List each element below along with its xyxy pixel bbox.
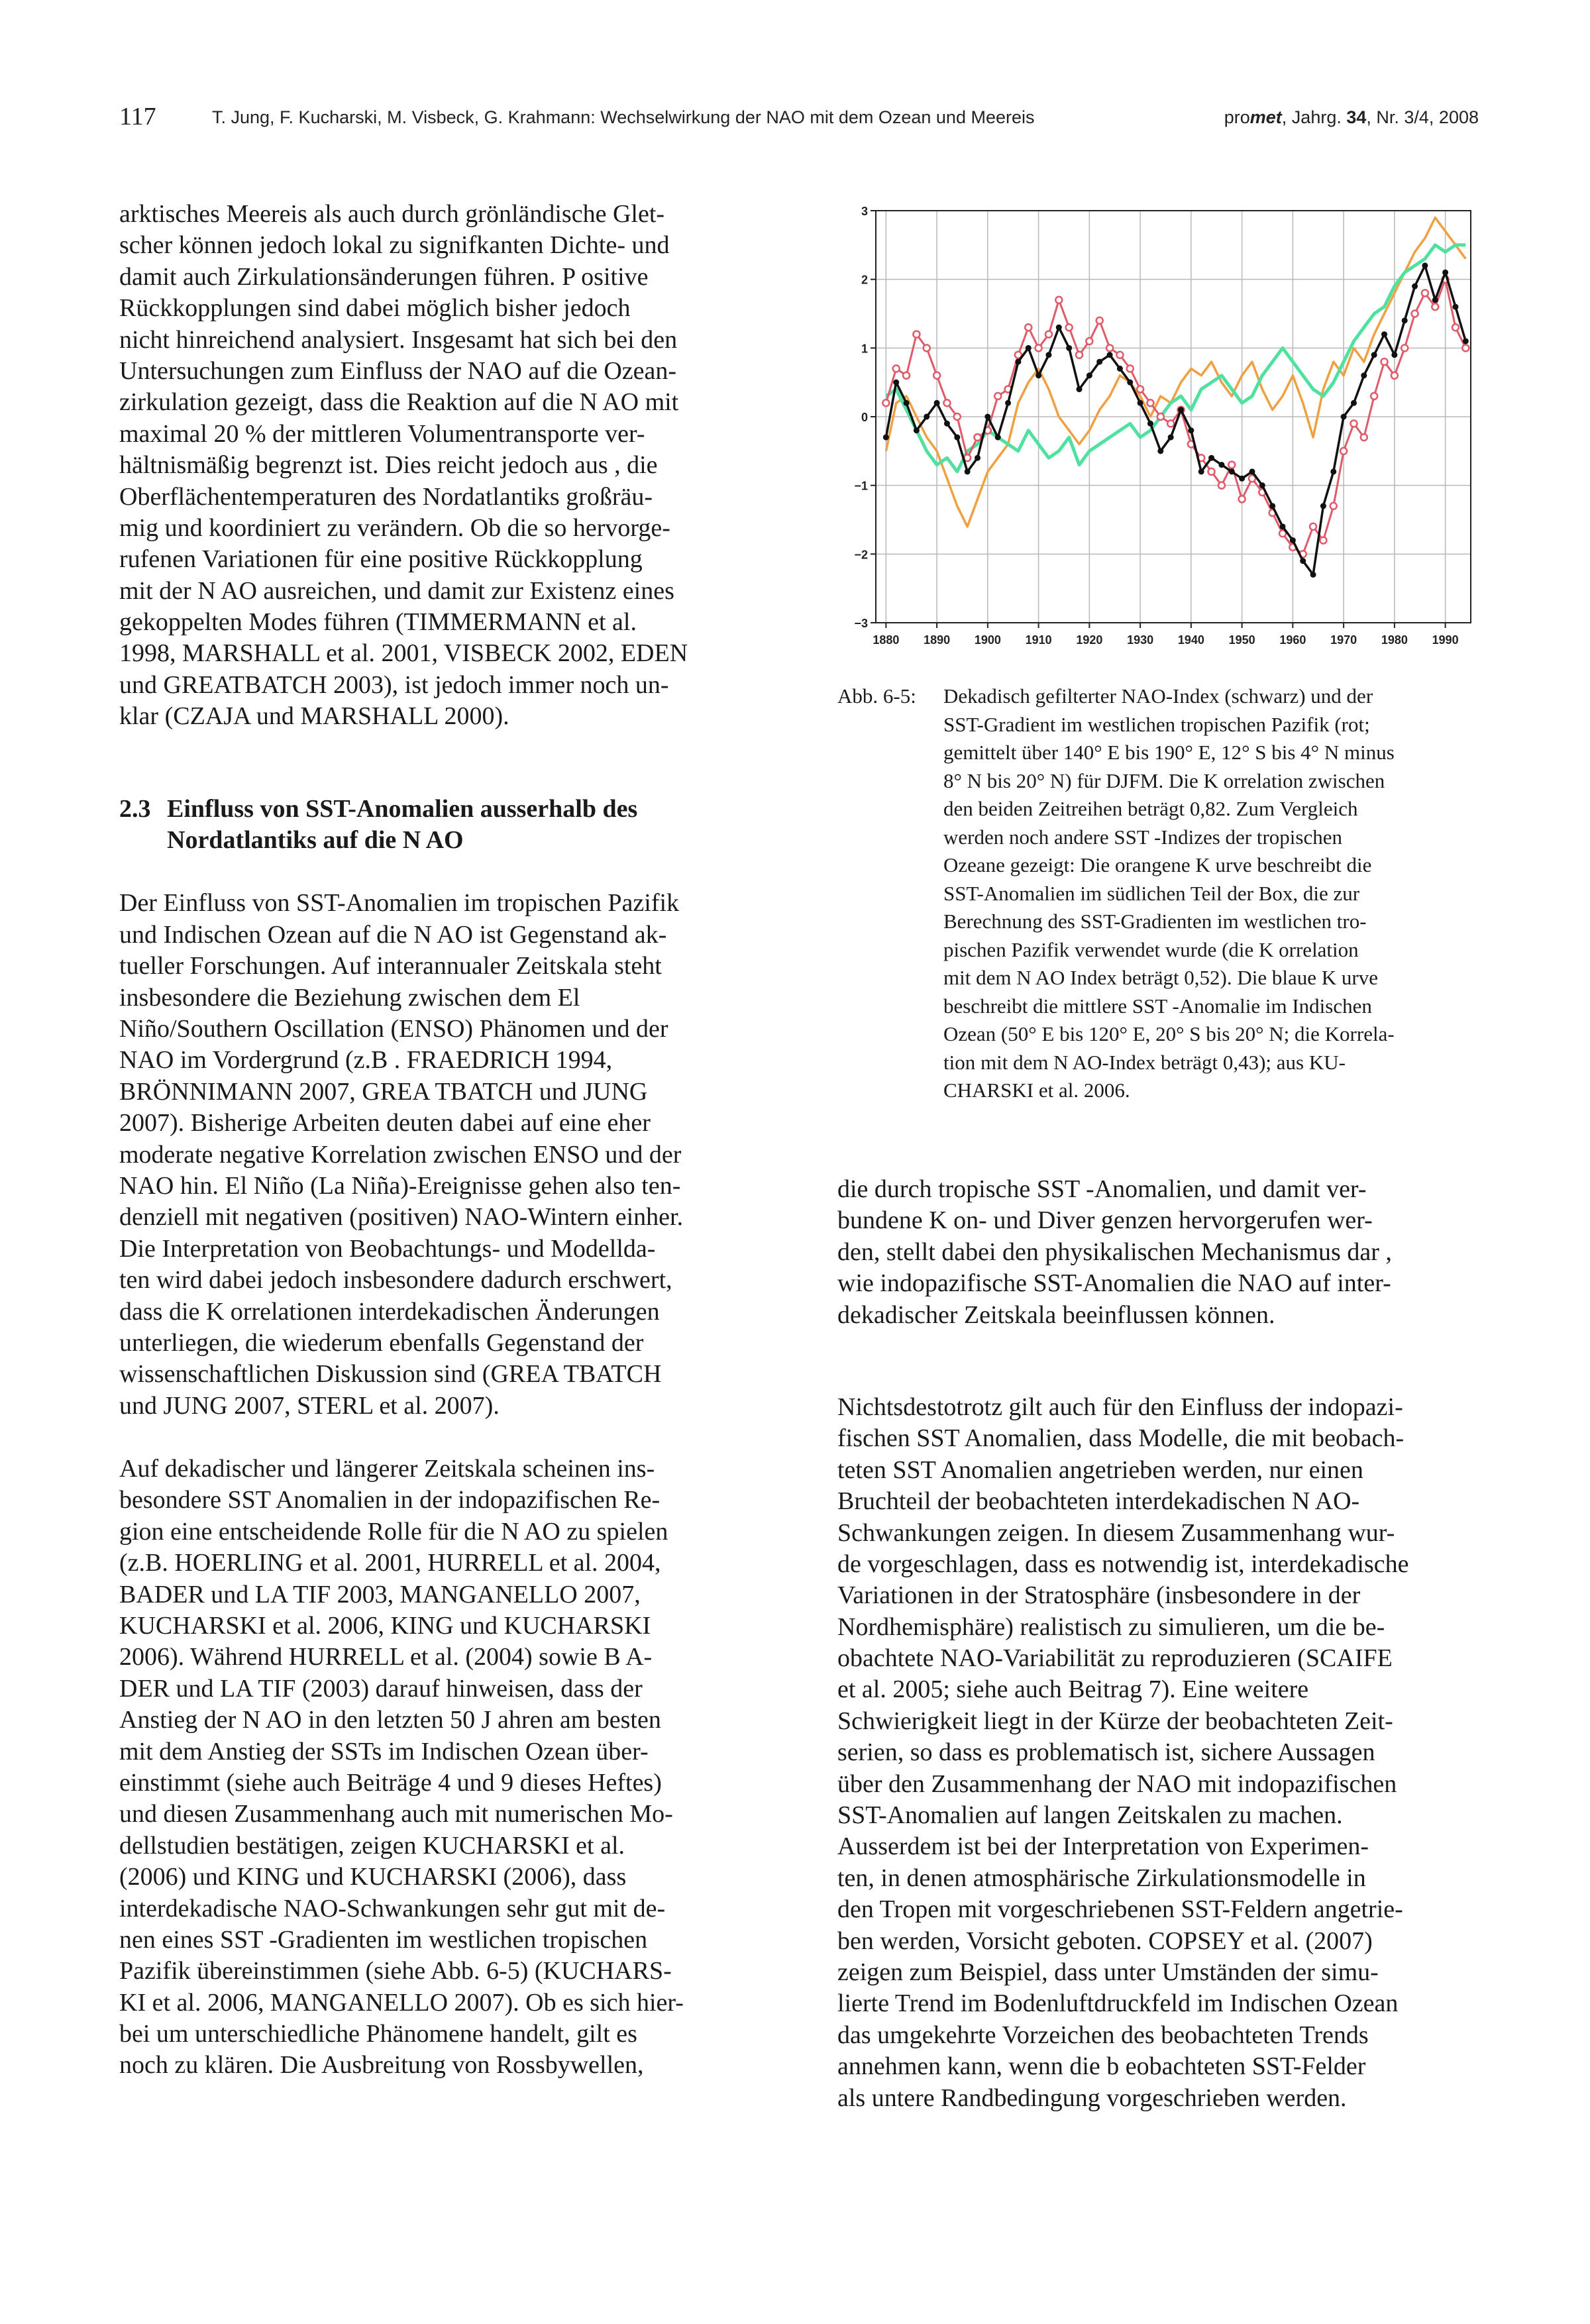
data-point-nao <box>1086 372 1092 378</box>
data-point-sst_gradient <box>1066 324 1073 331</box>
data-point-nao <box>1218 462 1224 468</box>
data-point-nao <box>1269 503 1275 509</box>
data-point-sst_gradient <box>1218 482 1225 489</box>
line-chart <box>841 199 1477 662</box>
data-point-nao <box>1138 400 1143 406</box>
text-line: Nordhemisphäre) realistisch zu simulieren, um die be- <box>837 1612 1385 1641</box>
right-column <box>837 1174 1479 2114</box>
data-point-nao <box>1056 325 1062 331</box>
text-line: und diesen Zusammenhang auch mit numerischen Mo- <box>119 1800 673 1828</box>
data-point-sst_gradient <box>1137 386 1143 393</box>
data-point-sst_gradient <box>1361 434 1367 441</box>
text-line: moderate negative Korrelation zwischen ENSO und der <box>119 1140 682 1169</box>
data-point-nao <box>1361 372 1367 378</box>
data-point-nao <box>995 435 1001 441</box>
text-line: besondere SST Anomalien in der indopazifischen Re- <box>119 1486 661 1514</box>
data-point-nao <box>883 435 889 441</box>
text-line: zeigen zum Beispiel, dass unter Umständen der simu- <box>837 1958 1379 1986</box>
data-point-sst_gradient <box>1320 537 1326 544</box>
data-point-nao <box>984 414 990 420</box>
data-point-nao <box>1381 331 1387 337</box>
text-line: zirkulation gezeigt, dass die Reaktion auf die N AO mit <box>119 388 679 417</box>
x-tick-label: 1900 <box>974 633 1001 647</box>
data-point-nao <box>1026 345 1032 351</box>
data-point-nao <box>1239 476 1245 482</box>
y-tick-label: −1 <box>854 479 868 493</box>
data-point-nao <box>1096 359 1102 365</box>
text-line: beschreibt die mittlere SST -Anomalie im Indischen <box>943 994 1372 1018</box>
text-line: unterliegen, die wiederum ebenfalls Gegenstand der <box>119 1328 644 1357</box>
y-tick-label: 0 <box>861 411 868 424</box>
data-point-nao <box>1452 304 1458 310</box>
text-line: de vorgeschlagen, dass es notwendig ist, interdekadische <box>837 1550 1409 1578</box>
text-line: CHARSKI et al. 2006. <box>943 1079 1130 1102</box>
data-point-nao <box>1463 338 1469 344</box>
data-point-sst_gradient <box>1025 324 1032 331</box>
data-point-nao <box>1208 455 1214 461</box>
text-line: 2006). Während HURRELL et al. (2004) sowie B A- <box>119 1643 653 1671</box>
data-point-nao <box>1168 435 1174 441</box>
page-header <box>119 99 1479 139</box>
y-tick-label: 3 <box>861 205 868 218</box>
journal-mid: , Jahrg. <box>1281 107 1347 127</box>
data-point-sst_gradient <box>1391 372 1398 379</box>
text-line: KUCHARSKI et al. 2006, KING und KUCHARSKI <box>119 1612 651 1640</box>
data-point-nao <box>1035 372 1041 378</box>
x-tick-label: 1920 <box>1076 633 1103 647</box>
text-line: Pazifik übereinstimmen (siehe Abb. 6-5) (KUCHARS- <box>119 1957 672 1985</box>
data-point-nao <box>954 435 960 441</box>
text-line: annehmen kann, wenn die b eobachteten SST-Felder <box>837 2052 1366 2081</box>
text-line: Dekadisch gefilterter NAO-Index (schwarz) und der <box>943 684 1373 708</box>
data-point-sst_gradient <box>1310 523 1316 530</box>
data-point-sst_gradient <box>1106 344 1113 351</box>
text-line: den Tropen mit vorgeschriebenen SST-Feldern angetrie- <box>837 1895 1403 1924</box>
y-tick-label: −2 <box>854 548 868 562</box>
text-line: und GREATBATCH 2003), ist jedoch immer noch un- <box>119 670 669 699</box>
data-point-sst_gradient <box>1462 344 1469 351</box>
x-tick-label: 1940 <box>1177 633 1204 647</box>
text-line: und Indischen Ozean auf die N AO ist Gegenstand ak- <box>119 920 667 949</box>
y-tick-label: 2 <box>861 273 868 287</box>
spacer <box>119 733 768 794</box>
text-line: Ozeane gezeigt: Die orangene K urve beschreibt die <box>943 853 1372 876</box>
data-point-nao <box>1127 380 1133 386</box>
text-line: Untersuchungen zum Einfluss der NAO auf die Ozean- <box>119 356 677 385</box>
figure-6-5-chart <box>841 199 1477 662</box>
data-point-nao <box>1402 317 1408 323</box>
data-point-sst_gradient <box>1371 393 1377 399</box>
journal-reference <box>1224 107 1479 128</box>
text-line: Ozean (50° E bis 120° E, 20° S bis 20° N; die Korrela- <box>943 1022 1395 1045</box>
data-point-sst_gradient <box>1239 496 1246 502</box>
text-line: nicht hinreichend analysiert. Insgesamt hat sich bei den <box>119 325 678 354</box>
data-point-sst_gradient <box>1076 352 1083 358</box>
x-tick-label: 1980 <box>1381 633 1408 647</box>
text-line: pischen Pazifik verwendet wurde (die K orrelation <box>943 937 1359 961</box>
text-line: klar (CZAJA und MARSHALL 2000). <box>119 702 509 731</box>
data-point-sst_gradient <box>893 365 900 372</box>
text-line: denziell mit negativen (positiven) NAO-Wintern einher. <box>119 1203 684 1232</box>
data-point-nao <box>944 421 950 427</box>
data-point-sst_gradient <box>1401 344 1408 351</box>
text-line: DER und LA TIF (2003) darauf hinweisen, dass der <box>119 1674 643 1703</box>
data-point-nao <box>1442 270 1448 276</box>
text-line: 1998, MARSHALL et al. 2001, VISBECK 2002, EDEN <box>119 639 688 668</box>
text-line: obachtete NAO-Variabilität zu reproduzieren (SCAIFE <box>837 1644 1393 1673</box>
text-line: gion eine entscheidende Rolle für die N AO zu spielen <box>119 1517 668 1546</box>
paragraph-right-1 <box>837 1174 1479 1331</box>
text-line: Auf dekadischer und längerer Zeitskala scheinen ins- <box>119 1455 655 1483</box>
text-line: dellstudien bestätigen, zeigen KUCHARSKI et al. <box>119 1831 625 1860</box>
spacer <box>119 1422 768 1453</box>
text-line: Anstieg der N AO in den letzten 50 J ahren am besten <box>119 1706 661 1734</box>
paragraph-left-3 <box>119 1453 768 2082</box>
text-line: scher können jedoch lokal zu signifkanten Dichte- und <box>119 231 670 260</box>
data-point-sst_gradient <box>1340 448 1347 454</box>
text-line: interdekadische NAO-Schwankungen sehr gut mit de- <box>119 1894 666 1923</box>
text-line: wissenschaftlichen Diskussion sind (GREA TBATCH <box>119 1360 662 1389</box>
data-point-sst_gradient <box>1432 303 1438 310</box>
data-point-nao <box>1188 427 1194 433</box>
data-point-sst_gradient <box>1381 358 1388 365</box>
text-line: tion mit dem N AO-Index beträgt 0,43); aus KU- <box>943 1050 1346 1074</box>
text-line: 8° N bis 20° N) für DJFM. Die K orrelation zwischen <box>943 768 1385 792</box>
text-line: dass die K orrelationen interdekadischen Änderungen <box>119 1297 660 1326</box>
data-point-sst_gradient <box>1086 338 1092 344</box>
text-line: Schwankungen zeigen. In diesem Zusammenhang wur- <box>837 1518 1395 1547</box>
text-line: werden noch andere SST -Indizes der tropischen <box>943 825 1343 849</box>
text-line: nen eines SST -Gradienten im westlichen tropischen <box>119 1925 648 1954</box>
text-line: damit auch Zirkulationsänderungen führen. P ositive <box>119 262 649 291</box>
text-line: tueller Forschungen. Auf interannualer Zeitskala steht <box>119 952 662 980</box>
data-point-nao <box>1045 352 1051 358</box>
data-point-nao <box>1259 482 1265 488</box>
data-point-sst_gradient <box>924 344 930 351</box>
x-tick-label: 1880 <box>873 633 900 647</box>
text-line: et al. 2005; siehe auch Beitrag 7). Eine weitere <box>837 1675 1309 1704</box>
data-point-nao <box>1178 407 1184 413</box>
text-line: Variationen in der Stratosphäre (insbesondere in der <box>837 1581 1361 1610</box>
y-tick-label: −3 <box>854 617 868 630</box>
data-point-sst_gradient <box>1045 331 1052 338</box>
data-point-sst_gradient <box>1167 420 1174 427</box>
running-title: T. Jung, F. Kucharski, M. Visbeck, G. Krahmann: Wechselwirkung der NAO mit dem Ozean und Meereis <box>212 107 1035 127</box>
text-line: NAO hin. El Niño (La Niña)-Ereignisse gehen also ten- <box>119 1171 681 1200</box>
text-line: wie indopazifische SST-Anomalien die NAO auf inter- <box>837 1269 1391 1298</box>
data-point-sst_gradient <box>1208 468 1215 475</box>
text-line: arktisches Meereis als auch durch grönländische Glet- <box>119 200 665 228</box>
text-line: Der Einfluss von SST-Anomalien im tropischen Pazifik <box>119 889 680 918</box>
data-point-nao <box>1066 345 1072 351</box>
text-line: über den Zusammenhang der NAO mit indopazifischen <box>837 1769 1397 1798</box>
data-point-sst_gradient <box>1096 317 1103 324</box>
data-point-nao <box>1005 400 1011 406</box>
data-point-sst_gradient <box>994 393 1001 399</box>
text-line: den, stellt dabei den physikalischen Mechanismus dar , <box>837 1238 1392 1266</box>
data-point-nao <box>1432 297 1438 303</box>
data-point-sst_gradient <box>1147 399 1153 406</box>
text-line: ten, in denen atmosphärische Zirkulationsmodelle in <box>837 1864 1366 1892</box>
paragraph-left-1 <box>119 199 768 733</box>
data-point-sst_gradient <box>1116 352 1123 358</box>
text-line: mig und koordiniert zu verändern. Ob die so hervorge- <box>119 513 670 542</box>
text-line: insbesondere die Beziehung zwischen dem El <box>119 983 580 1012</box>
data-point-sst_gradient <box>1035 344 1042 351</box>
caption-label: Abb. 6-5: <box>837 684 916 708</box>
data-point-nao <box>1391 352 1397 358</box>
text-line: als untere Randbedingung vorgeschrieben werden. <box>837 2084 1347 2112</box>
data-point-nao <box>1341 414 1347 420</box>
data-point-nao <box>1198 468 1204 474</box>
data-point-nao <box>975 455 980 461</box>
text-line: ten wird dabei jedoch insbesondere dadurch erschwert, <box>119 1266 672 1294</box>
x-tick-label: 1960 <box>1279 633 1306 647</box>
text-line: fischen SST Anomalien, dass Modelle, die mit beobach- <box>837 1424 1404 1453</box>
text-line: gekoppelten Modes führen (TIMMERMANN et al. <box>119 608 637 637</box>
page-number: 117 <box>119 103 156 131</box>
text-line: Niño/Southern Oscillation (ENSO) Phänomen und der <box>119 1014 668 1043</box>
y-tick-label: 1 <box>861 342 868 356</box>
text-line: mit dem Anstieg der SSTs im Indischen Ozean über- <box>119 1737 649 1766</box>
text-line: NAO im Vordergrund (z.B . FRAEDRICH 1994, <box>119 1046 613 1075</box>
data-point-nao <box>1107 352 1113 358</box>
data-point-nao <box>1229 468 1235 474</box>
figure-caption <box>837 682 1479 1105</box>
data-point-nao <box>1412 284 1418 290</box>
data-point-nao <box>934 400 940 406</box>
text-line: SST-Gradient im westlichen tropischen Pazifik (rot; <box>943 712 1370 736</box>
data-point-nao <box>1157 448 1163 454</box>
data-point-nao <box>1117 366 1123 372</box>
data-point-nao <box>914 427 920 433</box>
text-line: Rückkopplungen sind dabei möglich bisher jedoch <box>119 294 631 323</box>
data-point-nao <box>1077 386 1083 392</box>
data-point-nao <box>1351 400 1357 406</box>
journal-rest: , Nr. 3/4, 2008 <box>1366 107 1479 127</box>
data-point-nao <box>965 468 971 474</box>
text-line: SST-Anomalien im südlichen Teil der Box, die zur <box>943 881 1360 905</box>
data-point-sst_gradient <box>1412 311 1418 317</box>
text-line: einstimmt (siehe auch Beiträge 4 und 9 dieses Heftes) <box>119 1768 662 1797</box>
text-line: und JUNG 2007, STERL et al. 2007). <box>119 1391 500 1420</box>
text-line: rufenen Variationen für eine positive Rückkopplung <box>119 545 643 574</box>
text-line: maximal 20 % der mittleren Volumentransporte ver- <box>119 419 645 448</box>
text-line: Oberflächentemperaturen des Nordatlantiks großräu- <box>119 482 653 511</box>
text-line: SST-Anomalien auf langen Zeitskalen zu machen. <box>837 1801 1343 1830</box>
text-line: KI et al. 2006, MANGANELLO 2007). Ob es sich hier- <box>119 1988 684 2017</box>
section-title-line2: Nordatlantiks auf die N AO <box>167 826 464 855</box>
data-point-sst_gradient <box>882 399 889 406</box>
text-line: mit der N AO ausreichen, und damit zur Existenz eines <box>119 576 674 605</box>
data-point-sst_gradient <box>975 434 981 441</box>
data-point-sst_gradient <box>954 413 961 420</box>
text-line: 2007). Bisherige Arbeiten deuten dabei auf eine eher <box>119 1109 651 1137</box>
data-point-nao <box>893 380 899 386</box>
data-point-nao <box>1320 503 1326 509</box>
data-point-sst_gradient <box>933 372 940 379</box>
x-tick-label: 1990 <box>1432 633 1459 647</box>
data-point-sst_gradient <box>1350 420 1357 427</box>
section-heading <box>119 794 768 857</box>
data-point-sst_gradient <box>1422 290 1428 296</box>
section-title-line1: Einfluss von SST-Anomalien ausserhalb des <box>167 794 638 823</box>
paragraph-left-2 <box>119 888 768 1422</box>
text-line: Die Interpretation von Beobachtungs- und Modellda- <box>119 1234 656 1263</box>
text-line: bei um unterschiedliche Phänomene handelt, gilt es <box>119 2020 637 2048</box>
data-point-nao <box>1280 523 1286 529</box>
text-line: BRÖNNIMANN 2007, GREA TBATCH und JUNG <box>119 1077 648 1106</box>
data-point-nao <box>1330 468 1336 474</box>
text-line: bundene K on- und Diver genzen hervorgerufen wer- <box>837 1206 1373 1235</box>
data-point-nao <box>1249 468 1255 474</box>
journal-name-met: met <box>1249 107 1282 127</box>
section-number: 2.3 <box>119 794 151 823</box>
data-point-nao <box>1422 262 1428 268</box>
text-line: Ausserdem ist bei der Interpretation von Experimen- <box>837 1832 1369 1861</box>
text-line: noch zu klären. Die Ausbreitung von Rossbywellen, <box>119 2051 644 2080</box>
data-point-nao <box>924 414 929 420</box>
x-tick-label: 1890 <box>924 633 951 647</box>
text-line: Berechnung des SST-Gradienten im westlichen tro- <box>943 910 1367 933</box>
data-point-nao <box>1371 352 1377 358</box>
text-line: ben werden, Vorsicht geboten. COPSEY et al. (2007) <box>837 1927 1373 1955</box>
text-line: dekadischer Zeitskala beeinflussen können. <box>837 1300 1275 1329</box>
x-tick-label: 1950 <box>1228 633 1255 647</box>
text-line: die durch tropische SST -Anomalien, und damit ver- <box>837 1175 1367 1203</box>
text-line: (2006) und KING und KUCHARSKI (2006), dass <box>119 1863 627 1891</box>
data-point-nao <box>1290 537 1296 543</box>
text-line: hältnismäßig begrenzt ist. Dies reicht jedoch aus , die <box>119 451 658 480</box>
data-point-nao <box>904 400 910 406</box>
x-tick-label: 1910 <box>1025 633 1052 647</box>
text-line: teten SST Anomalien angetrieben werden, nur einen <box>837 1455 1363 1484</box>
text-line: mit dem N AO Index beträgt 0,52). Die blaue K urve <box>943 966 1378 989</box>
caption-body <box>943 682 1479 1105</box>
text-line: den beiden Zeitreihen beträgt 0,82. Zum Vergleich <box>943 797 1358 820</box>
data-point-sst_gradient <box>913 331 920 338</box>
data-point-nao <box>1015 359 1021 365</box>
journal-volume: 34 <box>1346 107 1367 127</box>
text-line: serien, so dass es problematisch ist, sichere Aussagen <box>837 1738 1375 1767</box>
x-tick-label: 1930 <box>1127 633 1154 647</box>
text-line: Schwierigkeit liegt in der Kürze der beobachteten Zeit- <box>837 1707 1393 1735</box>
data-point-nao <box>1300 558 1306 564</box>
data-point-sst_gradient <box>1452 324 1459 331</box>
text-line: Bruchteil der beobachteten interdekadischen N AO- <box>837 1487 1360 1516</box>
text-line: gemittelt über 140° E bis 190° E, 12° S bis 4° N minus <box>943 741 1395 764</box>
data-point-nao <box>1147 421 1153 427</box>
text-line: lierte Trend im Bodenluftdruckfeld im Indischen Ozean <box>837 1989 1399 2018</box>
data-point-sst_gradient <box>1055 297 1062 303</box>
journal-name-pro: pro <box>1224 107 1250 127</box>
paragraph-right-2 <box>837 1392 1479 2114</box>
data-point-sst_gradient <box>1127 365 1134 372</box>
spacer <box>837 1331 1479 1392</box>
left-column <box>119 199 768 2082</box>
data-point-sst_gradient <box>1330 503 1337 509</box>
x-tick-label: 1970 <box>1330 633 1357 647</box>
data-point-sst_gradient <box>903 372 910 379</box>
text-line: das umgekehrte Vorzeichen des beobachteten Trends <box>837 2021 1369 2049</box>
text-line: BADER und LA TIF 2003, MANGANELLO 2007, <box>119 1580 641 1609</box>
spacer <box>119 856 768 888</box>
data-point-sst_gradient <box>1157 413 1164 420</box>
data-point-sst_gradient <box>1228 462 1235 468</box>
text-line: Nichtsdestotrotz gilt auch für den Einfluss der indopazi- <box>837 1393 1403 1421</box>
data-point-nao <box>1310 572 1316 578</box>
data-point-sst_gradient <box>943 399 950 406</box>
text-line: (z.B. HOERLING et al. 2001, HURRELL et al. 2004, <box>119 1549 661 1577</box>
